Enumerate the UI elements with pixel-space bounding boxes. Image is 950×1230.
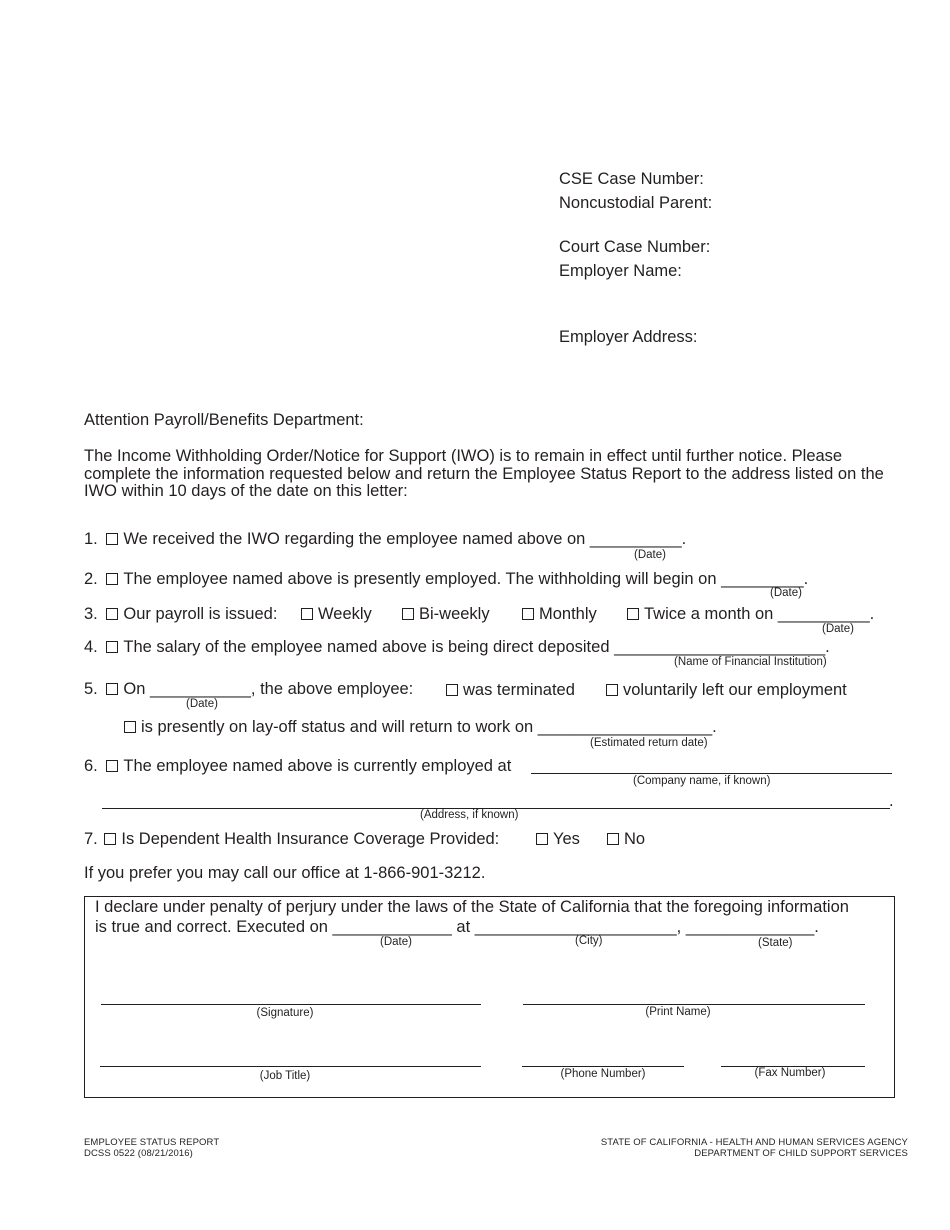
form-title: EMPLOYEE STATUS REPORT bbox=[84, 1137, 220, 1148]
item-5 bbox=[84, 680, 413, 699]
address-caption: (Address, if known) bbox=[420, 809, 519, 821]
layoff-checkbox[interactable] bbox=[124, 721, 136, 733]
job-title-line[interactable] bbox=[100, 1066, 481, 1067]
terminated-checkbox[interactable] bbox=[446, 684, 458, 696]
company-name-line[interactable] bbox=[531, 773, 892, 774]
item-7-text: Is Dependent Health Insurance Coverage Provided: bbox=[121, 830, 500, 848]
item-number: 2. bbox=[84, 570, 98, 588]
no-label: No bbox=[624, 830, 646, 848]
item-5-checkbox[interactable] bbox=[106, 683, 118, 695]
item-1 bbox=[84, 530, 686, 549]
item-5-date-caption: (Date) bbox=[186, 698, 218, 710]
item-4-checkbox[interactable] bbox=[106, 641, 118, 653]
agency-name: STATE OF CALIFORNIA - HEALTH AND HUMAN SERVICES AGENCY bbox=[600, 1137, 908, 1148]
cse-case-number-label: CSE Case Number: bbox=[559, 170, 704, 188]
twice-option bbox=[627, 605, 874, 624]
item-3-text: Our payroll is issued: bbox=[123, 605, 278, 623]
employer-address-label: Employer Address: bbox=[559, 328, 698, 346]
item-2-date-caption: (Date) bbox=[770, 587, 802, 599]
item-6-checkbox[interactable] bbox=[106, 760, 118, 772]
department-name: DEPARTMENT OF CHILD SUPPORT SERVICES bbox=[694, 1148, 908, 1159]
monthly-option bbox=[522, 605, 597, 624]
intro-paragraph: The Income Withholding Order/Notice for Support (IWO) is to remain in effect until further notice. Please complete the information requested below and return the Employee Status Report to the address listed on the IWO within 10 days of the date on this letter: bbox=[84, 447, 884, 500]
item-1-date-caption: (Date) bbox=[634, 549, 666, 561]
yes-option bbox=[536, 830, 580, 849]
item-3-date-caption: (Date) bbox=[822, 623, 854, 635]
call-office-line: If you prefer you may call our office at 1-866-901-3212. bbox=[84, 864, 486, 882]
item-1-text: We received the IWO regarding the employee named above on __________. bbox=[123, 530, 687, 548]
executed-date-caption: (Date) bbox=[380, 936, 412, 948]
no-option bbox=[607, 830, 645, 849]
item-6-text: The employee named above is currently employed at bbox=[123, 757, 512, 775]
weekly-label: Weekly bbox=[318, 605, 372, 623]
item-number: 5. bbox=[84, 680, 98, 698]
attention-line: Attention Payroll/Benefits Department: bbox=[84, 411, 364, 429]
item-number: 7. bbox=[84, 830, 98, 848]
item-2-text: The employee named above is presently employed. The withholding will begin on _________. bbox=[123, 570, 809, 588]
item-7 bbox=[84, 830, 499, 849]
yes-checkbox[interactable] bbox=[536, 833, 548, 845]
signature-caption: (Signature) bbox=[256, 1007, 314, 1019]
item-4 bbox=[84, 638, 830, 657]
item-number: 1. bbox=[84, 530, 98, 548]
form-number: DCSS 0522 (08/21/2016) bbox=[84, 1148, 193, 1159]
item-4-text: The salary of the employee named above is being direct deposited _______________________. bbox=[123, 638, 830, 656]
voluntary-checkbox[interactable] bbox=[606, 684, 618, 696]
item-5-text: On ___________, the above employee: bbox=[123, 680, 414, 698]
voluntary-label: voluntarily left our employment bbox=[623, 681, 847, 699]
declaration-line-1: I declare under penalty of perjury under the laws of the State of California that the foregoing information bbox=[95, 898, 849, 916]
monthly-checkbox[interactable] bbox=[522, 608, 534, 620]
twice-a-month-label: Twice a month on __________. bbox=[644, 605, 875, 623]
fax-caption: (Fax Number) bbox=[754, 1067, 826, 1079]
declaration-line-2: is true and correct. Executed on _____________ at ______________________, ______________. bbox=[95, 918, 819, 936]
item-7-checkbox[interactable] bbox=[104, 833, 116, 845]
phone-line[interactable] bbox=[522, 1066, 684, 1067]
biweekly-option bbox=[402, 605, 490, 624]
signature-line[interactable] bbox=[101, 1004, 481, 1005]
item-number: 4. bbox=[84, 638, 98, 656]
phone-caption: (Phone Number) bbox=[560, 1068, 646, 1080]
noncustodial-parent-label: Noncustodial Parent: bbox=[559, 194, 713, 212]
print-name-line[interactable] bbox=[523, 1004, 865, 1005]
weekly-option bbox=[301, 605, 372, 624]
twice-a-month-checkbox[interactable] bbox=[627, 608, 639, 620]
court-case-number-label: Court Case Number: bbox=[559, 238, 711, 256]
item-number: 3. bbox=[84, 605, 98, 623]
yes-label: Yes bbox=[553, 830, 580, 848]
monthly-label: Monthly bbox=[539, 605, 597, 623]
item-3 bbox=[84, 605, 277, 624]
case-header bbox=[559, 167, 712, 215]
item-2-checkbox[interactable] bbox=[106, 573, 118, 585]
layoff-option bbox=[124, 718, 717, 737]
terminated-option bbox=[446, 681, 575, 700]
terminated-label: was terminated bbox=[463, 681, 575, 699]
footer-left bbox=[84, 1137, 219, 1159]
no-checkbox[interactable] bbox=[607, 833, 619, 845]
print-name-caption: (Print Name) bbox=[645, 1006, 711, 1018]
job-title-caption: (Job Title) bbox=[259, 1070, 311, 1082]
employer-name-label: Employer Name: bbox=[559, 262, 682, 280]
city-caption: (City) bbox=[575, 935, 603, 947]
address-period: . bbox=[889, 792, 894, 810]
return-date-caption: (Estimated return date) bbox=[590, 737, 708, 749]
item-1-checkbox[interactable] bbox=[106, 533, 118, 545]
footer-right bbox=[601, 1137, 908, 1159]
item-6 bbox=[84, 757, 511, 776]
weekly-checkbox[interactable] bbox=[301, 608, 313, 620]
item-3-checkbox[interactable] bbox=[106, 608, 118, 620]
item-4-institution-caption: (Name of Financial Institution) bbox=[674, 656, 827, 668]
court-header bbox=[559, 235, 710, 283]
biweekly-label: Bi-weekly bbox=[419, 605, 490, 623]
item-2 bbox=[84, 570, 808, 589]
item-number: 6. bbox=[84, 757, 98, 775]
state-caption: (State) bbox=[758, 937, 793, 949]
voluntary-option bbox=[606, 681, 847, 700]
layoff-text: is presently on lay-off status and will return to work on ___________________. bbox=[141, 718, 717, 736]
company-caption: (Company name, if known) bbox=[633, 775, 771, 787]
biweekly-checkbox[interactable] bbox=[402, 608, 414, 620]
